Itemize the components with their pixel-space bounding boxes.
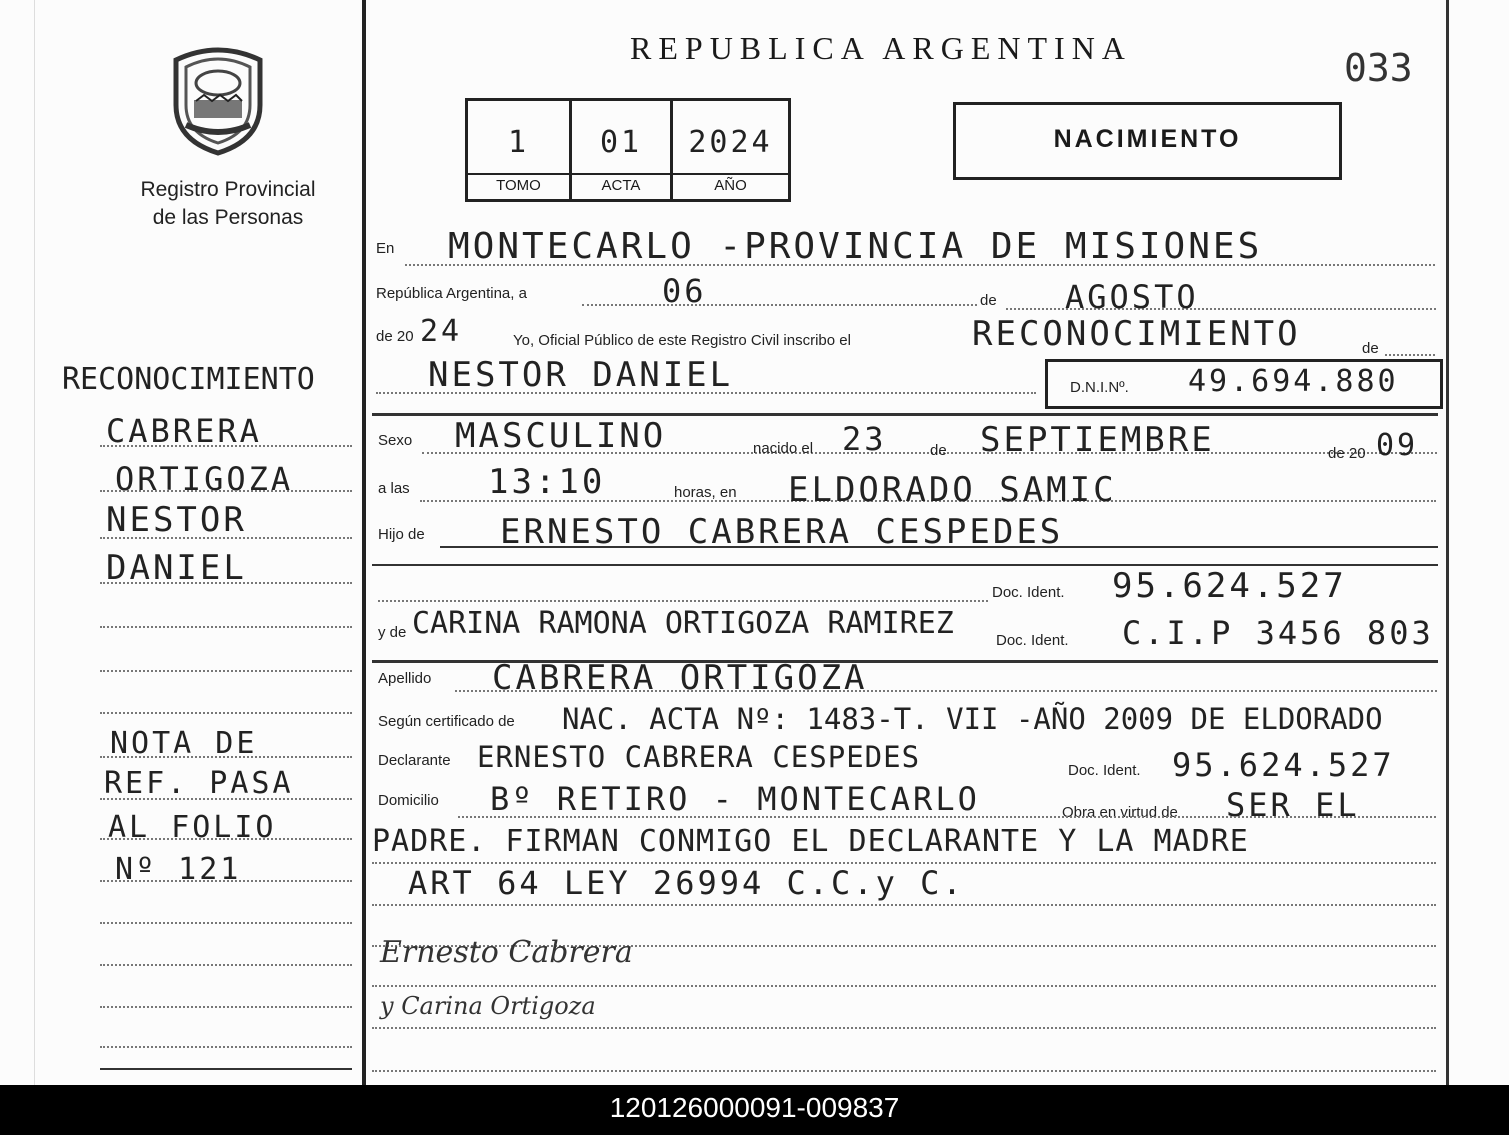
acta-label: ACTA — [572, 173, 670, 199]
margin-bottom-line — [100, 1068, 352, 1070]
month-value: AGOSTO — [1065, 278, 1199, 316]
registry-name-line1: Registro Provincial — [140, 178, 316, 201]
declarante-value: ERNESTO CABRERA CESPEDES — [477, 740, 921, 774]
margin-ortigoza: ORTIGOZA — [115, 460, 294, 498]
de-label-3: de — [930, 442, 947, 459]
dni-box — [1045, 359, 1443, 409]
declarante-doc-label: Doc. Ident. — [1068, 762, 1141, 779]
domicilio-dotline — [458, 816, 1436, 818]
father-value: ERNESTO CABRERA CESPEDES — [500, 512, 1064, 552]
signature-declarante: Ernesto Cabrera — [380, 935, 633, 970]
sexo-value: MASCULINO — [455, 416, 667, 456]
nacido-label: nacido el — [753, 440, 814, 457]
anio-label: AÑO — [673, 173, 788, 199]
tomo-cell — [468, 101, 572, 199]
inscribo-label: Yo, Oficial Público de este Registro Civil inscribo el — [513, 332, 851, 349]
margin-dotline-1 — [100, 445, 352, 447]
republica-label: República Argentina, a — [376, 285, 527, 302]
registry-name-line2: de las Personas — [152, 206, 304, 229]
horas-label: horas, en — [674, 484, 737, 501]
mother-value: CARINA RAMONA ORTIGOZA RAMIREZ — [412, 606, 954, 641]
birth-day: 23 — [842, 420, 887, 458]
folio-number: 033 — [1344, 46, 1413, 90]
right-border — [1446, 0, 1449, 1085]
acta-value: 01 — [599, 125, 643, 160]
mother-doc: C.I.P 3456 803 — [1122, 614, 1434, 652]
father-doc-label: Doc. Ident. — [992, 584, 1065, 601]
dni-label: D.N.I.Nº. — [1070, 379, 1129, 396]
hour-value: 13:10 — [488, 462, 606, 502]
dotline-d — [372, 985, 1436, 987]
birth-month: SEPTIEMBRE — [980, 420, 1215, 460]
margin-ref: REF. PASA — [104, 766, 294, 801]
margin-dotline-2 — [100, 490, 352, 492]
de-label-2: de — [1362, 340, 1379, 357]
yde-label: y de — [378, 624, 407, 641]
apellido-label: Apellido — [378, 670, 432, 687]
margin-nota: NOTA DE — [110, 726, 258, 761]
anio-cell — [673, 101, 788, 199]
province-emblem-icon — [166, 45, 270, 157]
declarante-label: Declarante — [378, 752, 451, 769]
margin-dotline-9 — [100, 798, 352, 800]
margin-dotline-3 — [100, 537, 352, 539]
margin-dotline-10 — [100, 838, 352, 840]
act-type: NACIMIENTO — [1053, 125, 1242, 153]
note-line-1: PADRE. FIRMAN CONMIGO EL DECLARANTE Y LA MADRE — [372, 824, 1249, 859]
sexo-label: Sexo — [378, 432, 413, 449]
day-value: 06 — [662, 272, 707, 310]
margin-dotline-4 — [100, 582, 352, 584]
margin-daniel: DANIEL — [106, 548, 247, 588]
father-doc-dotline — [378, 600, 988, 602]
en-value: MONTECARLO -PROVINCIA DE MISIONES — [448, 226, 1263, 267]
record-number-box — [465, 98, 791, 202]
year-prefix: de 20 — [376, 328, 414, 345]
margin-dotline-6 — [100, 670, 352, 672]
margin-nestor: NESTOR — [106, 500, 247, 540]
birth-year: 09 — [1376, 428, 1419, 463]
birth-year-prefix: de 20 — [1328, 445, 1366, 462]
obra-value: SER EL — [1226, 786, 1360, 824]
margin-dotline-12 — [100, 922, 352, 924]
margin-dotline-14 — [100, 1006, 352, 1008]
apellido-value: CABRERA ORTIGOZA — [492, 658, 868, 698]
margin-dotline-7 — [100, 712, 352, 714]
margin-folio: AL FOLIO — [108, 810, 277, 845]
note-line-2: ART 64 LEY 26994 C.C.y C. — [408, 864, 965, 902]
country-title: REPUBLICA ARGENTINA — [630, 30, 1132, 66]
father-doc: 95.624.527 — [1112, 566, 1347, 606]
domicilio-label: Domicilio — [378, 792, 439, 809]
tomo-label: TOMO — [468, 173, 569, 199]
de-label: de — [980, 292, 997, 309]
obra-label: Obra en virtud de — [1062, 804, 1178, 821]
margin-cabrera: CABRERA — [106, 412, 262, 450]
mother-doc-label: Doc. Ident. — [996, 632, 1069, 649]
declarante-doc: 95.624.527 — [1172, 746, 1395, 784]
acta-cell — [572, 101, 673, 199]
margin-dotline-15 — [100, 1046, 352, 1048]
margin-dotline-5 — [100, 626, 352, 628]
footer-barcode-text: 120126000091-009837 — [0, 1085, 1509, 1135]
margin-folio-number: Nº 121 — [115, 852, 242, 887]
anio-value: 2024 — [688, 125, 773, 160]
margin-dotline-11 — [100, 880, 352, 882]
margin-dotline-13 — [100, 964, 352, 966]
inscribo-dotline — [1385, 354, 1435, 356]
domicilio-value: Bº RETIRO - MONTECARLO — [490, 780, 980, 818]
en-label: En — [376, 240, 395, 257]
margin-reconocimiento: RECONOCIMIENTO — [62, 362, 315, 397]
dotline-b — [372, 904, 1436, 906]
inscribo-value: RECONOCIMIENTO — [972, 314, 1301, 354]
page-edge — [34, 0, 35, 1085]
hijo-label: Hijo de — [378, 526, 425, 543]
margin-divider — [362, 0, 366, 1085]
alas-label: a las — [378, 480, 410, 497]
dotline-e — [372, 1027, 1436, 1029]
place-value: ELDORADO SAMIC — [788, 470, 1117, 510]
name-value: NESTOR DANIEL — [428, 355, 734, 395]
cert-value: NAC. ACTA Nº: 1483-T. VII -AÑO 2009 DE ELDORADO — [562, 702, 1383, 736]
margin-dotline-8 — [100, 756, 352, 758]
act-type-box — [953, 102, 1342, 180]
year-value: 24 — [420, 314, 463, 349]
tomo-value: 1 — [507, 125, 530, 160]
dni-value: 49.694.880 — [1188, 364, 1399, 399]
signature-madre: y Carina Ortigoza — [380, 992, 596, 1020]
dotline-f — [372, 1070, 1436, 1072]
day-dotline — [582, 304, 977, 306]
cert-label: Según certificado de — [378, 713, 515, 730]
